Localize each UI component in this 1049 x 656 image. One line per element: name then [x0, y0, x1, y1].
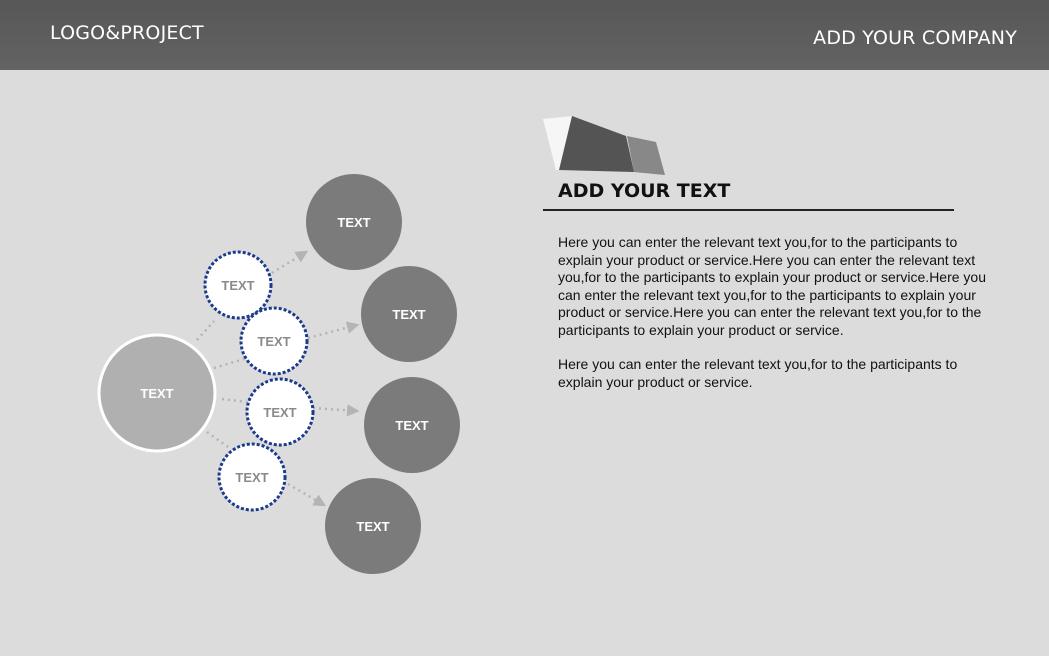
- section-title: ADD YOUR TEXT: [558, 180, 731, 202]
- center-node: [99, 335, 215, 451]
- inner-node-3: [247, 379, 313, 445]
- outer-node-2: [361, 266, 457, 362]
- inner-label-3: TEXT: [263, 405, 297, 420]
- decorative-shapes: [543, 116, 665, 175]
- outer-node-3: [364, 377, 460, 473]
- company-name: ADD YOUR COMPANY: [813, 27, 1017, 49]
- arrow-3: [313, 408, 357, 411]
- arrow-2: [308, 325, 357, 338]
- inner-node-4: [219, 444, 285, 510]
- inner-node-1: [205, 252, 271, 318]
- arrow-4: [288, 484, 324, 505]
- arrow-1: [272, 252, 306, 273]
- outer-label-3: TEXT: [395, 418, 429, 433]
- inner-node-2: [241, 308, 307, 374]
- inner-label-4: TEXT: [235, 470, 269, 485]
- outer-node-4: [325, 478, 421, 574]
- outer-node-1: [306, 174, 402, 270]
- body-paragraph-2: Here you can enter the relevant text you,for to the participants to explain your product or service.: [558, 356, 958, 390]
- outer-label-4: TEXT: [356, 519, 390, 534]
- outer-label-2: TEXT: [392, 307, 426, 322]
- outer-label-1: TEXT: [337, 215, 371, 230]
- inner-label-2: TEXT: [257, 334, 291, 349]
- body-paragraph-1: Here you can enter the relevant text you,for to the participants to explain your product or service.Here you can enter the relevant text you,for to the participants to explain your product or service.Here you can enter the relevant text you,for to the participants to explain your product or service.Here you can enter the relevant text you,for to the participants to explain your product or service.: [558, 234, 986, 338]
- inner-label-1: TEXT: [221, 278, 255, 293]
- logo-text: LOGO&PROJECT: [50, 22, 204, 44]
- title-divider: [543, 209, 954, 211]
- center-label: TEXT: [140, 386, 174, 401]
